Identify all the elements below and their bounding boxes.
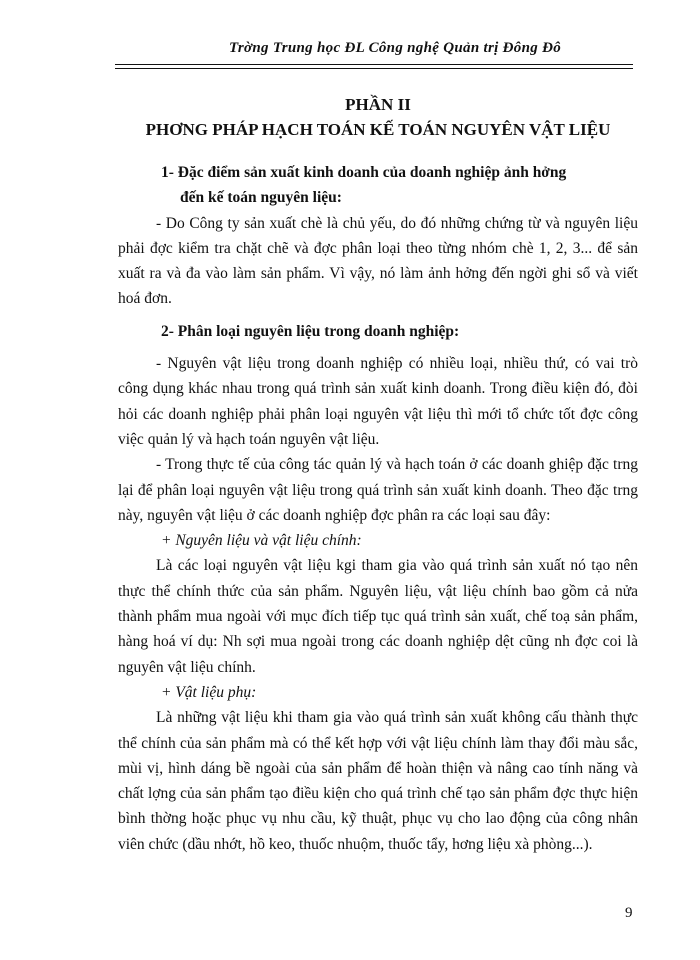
section2-paragraph2: - Trong thực tế của công tác quản lý và hạch toán ở các doanh ghiệp đặc trng lại để phân loại nguyên vật liệu trong quá trình sản xuất kinh doanh. Theo đặc trng này, nguyên vật liệu ở các doanh nghiệp đợc phân ra các loại sau đây: (118, 456, 638, 524)
page-number: 9 (625, 905, 633, 921)
body-text (118, 160, 638, 857)
section2-paragraph1: - Nguyên vật liệu trong doanh nghiệp có nhiều loại, nhiều thứ, có vai trò công dụng khác nhau trong quá trình sản xuất kinh doanh. Trong điều kiện đó, đòi hỏi các doanh nghiệp phải phân loại nguyên vật liệu thì mới tổ chức tốt đợc công việc quản lý và hạch toán nguyên vật liệu. (118, 355, 638, 448)
section1-heading-line2: đến kế toán nguyên liệu: (180, 189, 342, 207)
subsection-main-materials-label: + Nguyên liệu và vật liệu chính: (161, 532, 362, 550)
part-label: PHẦN II (345, 95, 411, 114)
section1-heading (118, 160, 638, 211)
subsection-auxiliary-materials-text: Là những vật liệu khi tham gia vào quá trình sản xuất không cấu thành thực thể chính của sản phẩm mà có thể kết hợp với vật liệu chính làm thay đổi màu sắc, mùi vị, hình dáng bề ngoài của sản phẩm để hoàn thiện và nâng cao tính năng và chất lợng của sản phẩm tạo điều kiện cho quá trình chế tạo sản phẩm đợc thực hiện bình thờng hoặc phục vụ nhu cầu, kỹ thuật, phục vụ cho lao động của công nhân viên chức (dầu nhớt, hồ keo, thuốc nhuộm, thuốc tẩy, hơng liệu xà phòng...). (118, 709, 638, 853)
section1-heading-line1: 1- Đặc điểm sản xuất kinh doanh của doanh nghiệp ảnh hởng (161, 164, 567, 181)
chapter-title: PHƠNG PHÁP HẠCH TOÁN KẾ TOÁN NGUYÊN VẬT LIỆU (145, 120, 611, 139)
subsection-auxiliary-materials-label: + Vật liệu phụ: (161, 683, 257, 701)
running-header: Trờng Trung học ĐL Công nghệ Quản trị Đông Đô (228, 40, 562, 56)
subsection-main-materials-text: Là các loại nguyên vật liệu kgi tham gia vào quá trình sản xuất nó tạo nên thực thể chính thức của sản phẩm. Nguyên liệu, vật liệu chính bao gồm cả nửa thành phẩm mua ngoài với mục đích tiếp tục quá trình sản xuất, chế toạ sản phẩm, hàng hoá ví dụ: Nh sợi mua ngoài trong các doanh nghiệp dệt cũng nh đợc coi là nguyên vật liệu chính. (118, 557, 638, 676)
section1-paragraph: - Do Công ty sản xuất chè là chủ yếu, do đó những chứng từ và nguyên liệu phải đợc kiểm tra chặt chẽ và đợc phân loại theo từng nhóm chè 1, 2, 3... để sản xuất ra và đa vào làm sản phẩm. Vì vậy, nó làm ảnh hởng đến ngời ghi sổ và viết hoá đơn. (118, 214, 638, 308)
header-rule (115, 64, 633, 69)
section2-heading: 2- Phân loại nguyên liệu trong doanh nghiệp: (161, 322, 460, 340)
